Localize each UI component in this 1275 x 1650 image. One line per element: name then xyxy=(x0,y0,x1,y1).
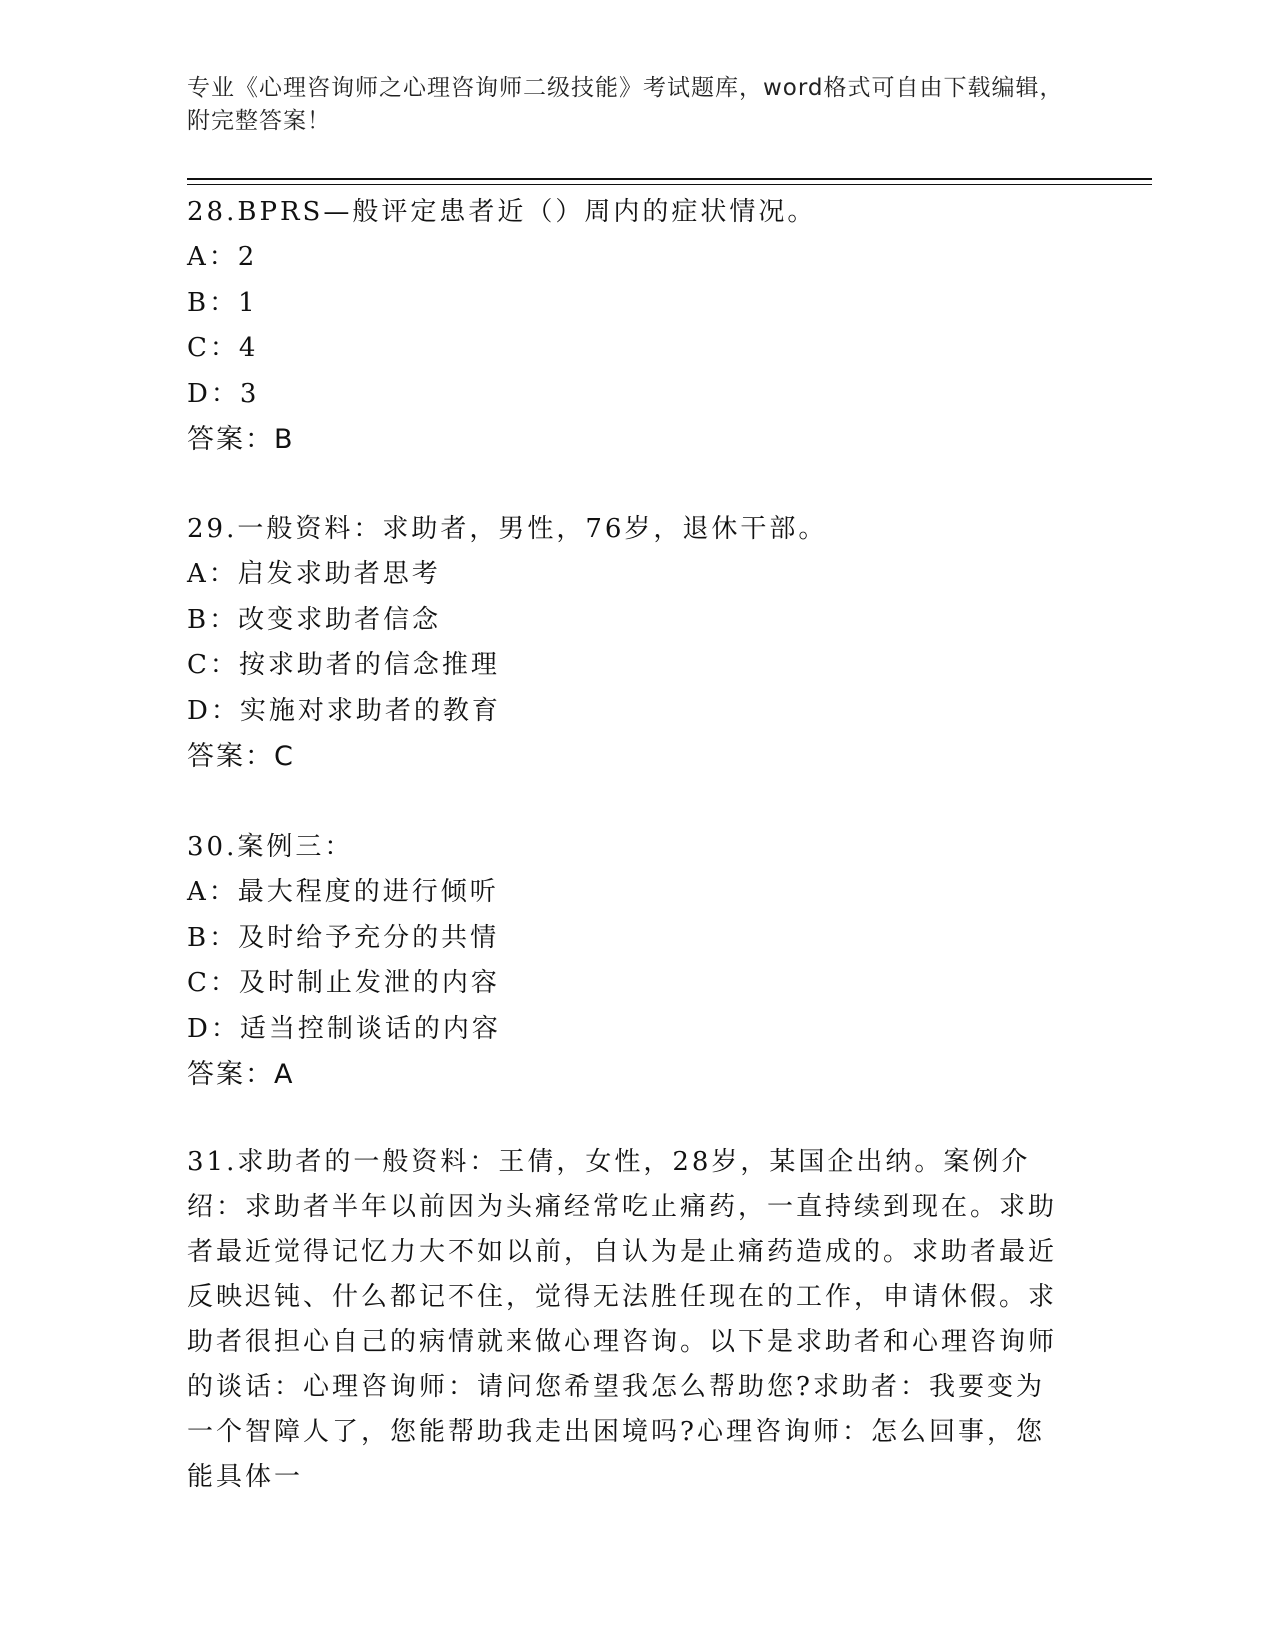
question-29 xyxy=(187,507,1087,779)
option-a: A：启发求助者思考 xyxy=(187,559,441,589)
header-divider-thick xyxy=(187,178,1152,180)
option-a: A：最大程度的进行倾听 xyxy=(187,877,499,907)
option-a: A：2 xyxy=(187,242,258,272)
option-d: D：适当控制谈话的内容 xyxy=(187,1013,501,1044)
option-c: C：按求助者的信念推理 xyxy=(187,650,500,680)
option-d: D：实施对求助者的教育 xyxy=(187,695,501,726)
answer-line: 答案：C xyxy=(187,741,295,772)
question-31 xyxy=(187,1140,1067,1500)
option-b: B：改变求助者信念 xyxy=(187,604,442,635)
question-stem: 29.一般资料：求助者，男性，76岁，退休干部。 xyxy=(187,514,828,544)
option-b: B：1 xyxy=(187,287,258,318)
question-28 xyxy=(187,190,1087,462)
header-divider-thin xyxy=(187,184,1152,185)
document-header: 专业《心理咨询师之心理咨询师二级技能》考试题库，word格式可自由下载编辑，附完整答案！ xyxy=(187,75,1064,134)
answer-line: 答案：A xyxy=(187,1059,295,1090)
answer-line: 答案：B xyxy=(187,424,295,455)
option-d: D：3 xyxy=(187,378,260,409)
option-c: C：及时制止发泄的内容 xyxy=(187,968,500,998)
question-30 xyxy=(187,825,1087,1097)
option-c: C：4 xyxy=(187,333,259,363)
question-stem: 28.BPRS—般评定患者近（）周内的症状情况。 xyxy=(187,197,817,227)
question-stem: 31.求助者的一般资料：王倩，女性，28岁，某国企出纳。案例介绍：求助者半年以前因为头痛经常吃止痛药，一直持续到现在。求助者最近觉得记忆力大不如以前，自认为是止痛药造成的。求助者最近反映迟钝、什么都记不住，觉得无法胜任现在的工作，申请休假。求助者很担心自己的病情就来做心理咨询。以下是求助者和心理咨询师的谈话：心理咨询师：请问您希望我怎么帮助您?求助者：我要变为一个智障人了，您能帮助我走出困境吗?心理咨询师：怎么回事，您能具体一 xyxy=(187,1147,1058,1492)
option-b: B：及时给予充分的共情 xyxy=(187,922,500,953)
question-stem: 30.案例三： xyxy=(187,832,354,862)
